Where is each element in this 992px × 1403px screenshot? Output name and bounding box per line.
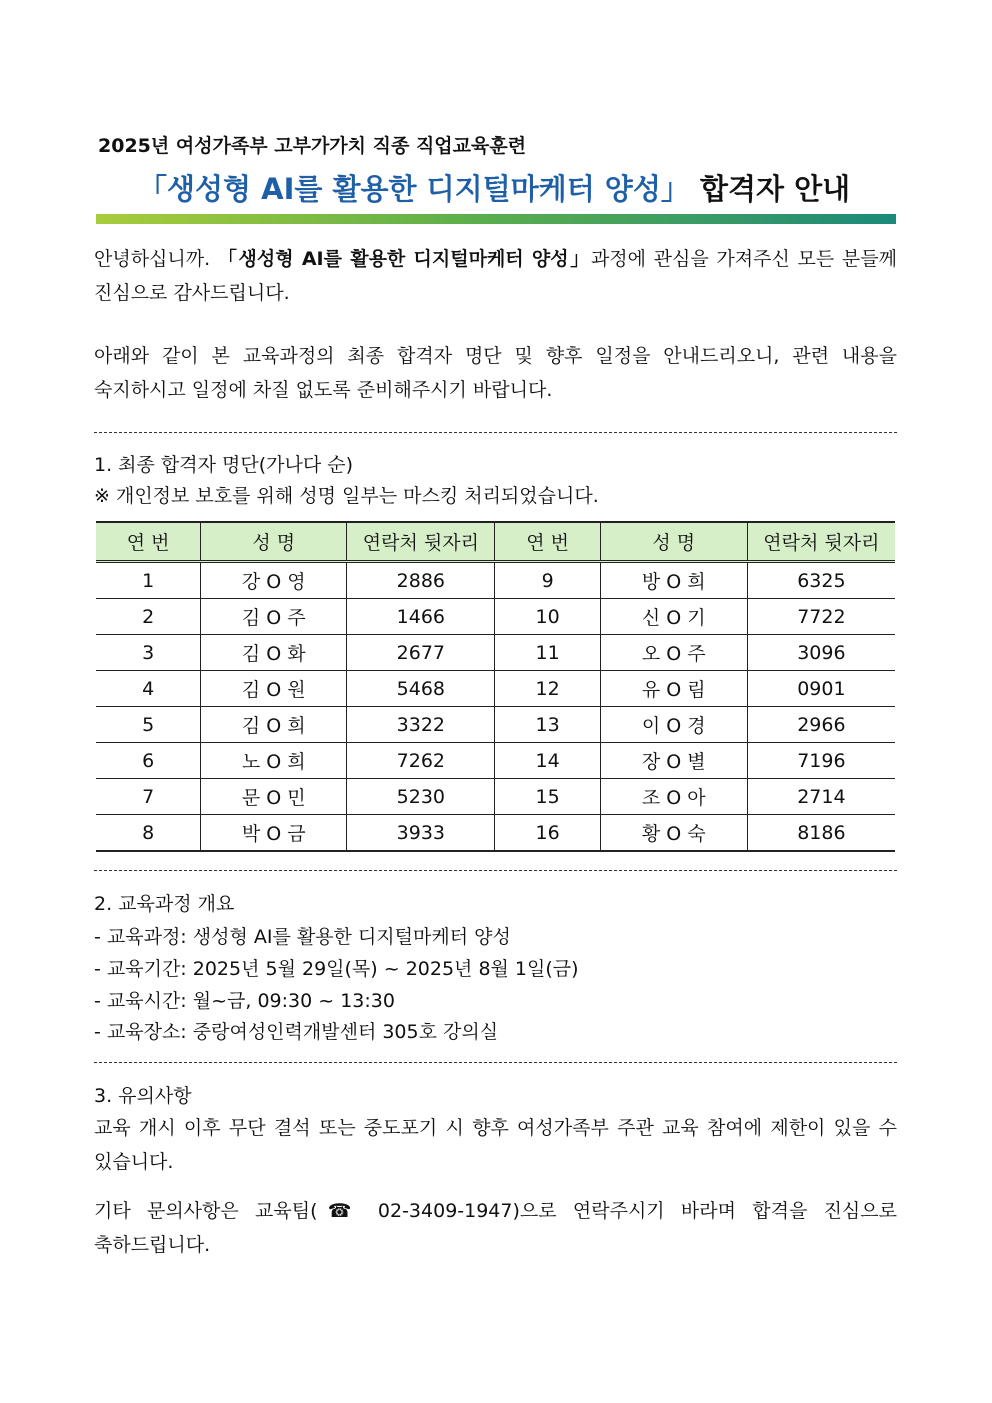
notice-paragraph: 아래와 같이 본 교육과정의 최종 합격자 명단 및 향후 일정을 안내드리오니, 관련 내용을 숙지하시고 일정에 차질 없도록 준비해주시기 바랍니다. [94, 345, 897, 401]
title-program-name: 「생성형 AI를 활용한 디지털마케터 양성」 [138, 172, 690, 206]
greeting-paragraph [94, 242, 897, 310]
phone-number: 02-3409-1947 [361, 1200, 513, 1222]
cell-phone: 2714 [747, 779, 895, 815]
course-time-line: - 교육시간: 월~금, 09:30 ~ 13:30 [94, 990, 395, 1012]
cell-phone: 8186 [747, 815, 895, 852]
cell-phone: 7722 [747, 599, 895, 635]
table-row [96, 562, 895, 599]
cell-name: 김 O 원 [201, 671, 347, 707]
cell-phone: 1466 [347, 599, 495, 635]
cell-name: 박 O 금 [201, 815, 347, 852]
title-suffix: 합격자 안내 [689, 172, 851, 206]
cell-phone: 2886 [347, 562, 495, 599]
cell-phone: 5468 [347, 671, 495, 707]
cell-number: 6 [96, 743, 201, 779]
privacy-note: ※ 개인정보 보호를 위해 성명 일부는 마스킹 처리되었습니다. [94, 485, 599, 507]
cell-number: 5 [96, 707, 201, 743]
cell-name: 문 O 민 [201, 779, 347, 815]
cell-number: 16 [495, 815, 600, 852]
greeting-program-name: 「생성형 AI를 활용한 디지털마케터 양성」 [217, 248, 591, 270]
column-header: 성 명 [600, 522, 747, 562]
cell-phone: 7262 [347, 743, 495, 779]
cell-number: 13 [495, 707, 600, 743]
cell-name: 황 O 숙 [600, 815, 747, 852]
cell-phone: 3933 [347, 815, 495, 852]
contact-paragraph [94, 1194, 897, 1262]
table-row [96, 815, 895, 852]
cell-name: 방 O 희 [600, 562, 747, 599]
title-gradient-bar [96, 214, 896, 224]
course-place-line: - 교육장소: 중랑여성인력개발센터 305호 강의실 [94, 1021, 499, 1043]
table-row [96, 671, 895, 707]
cell-phone: 3322 [347, 707, 495, 743]
cell-name: 김 O 희 [201, 707, 347, 743]
cell-phone: 6325 [747, 562, 895, 599]
column-header: 연락처 뒷자리 [347, 522, 495, 562]
cell-phone: 0901 [747, 671, 895, 707]
cell-name: 김 O 화 [201, 635, 347, 671]
cell-number: 8 [96, 815, 201, 852]
cell-phone: 2966 [747, 707, 895, 743]
dashed-divider [94, 432, 897, 433]
cell-name: 오 O 주 [600, 635, 747, 671]
cell-number: 12 [495, 671, 600, 707]
passer-table [96, 521, 895, 852]
cell-number: 4 [96, 671, 201, 707]
cell-number: 3 [96, 635, 201, 671]
cell-phone: 7196 [747, 743, 895, 779]
column-header: 연 번 [96, 522, 201, 562]
document-title [138, 167, 850, 208]
cell-number: 10 [495, 599, 600, 635]
cell-name: 노 O 희 [201, 743, 347, 779]
cell-name: 조 O 아 [600, 779, 747, 815]
table-row [96, 635, 895, 671]
cell-name: 신 O 기 [600, 599, 747, 635]
table-row [96, 707, 895, 743]
warning-paragraph: 교육 개시 이후 무단 결석 또는 중도포기 시 향후 여성가족부 주관 교육 참여에 제한이 있을 수 있습니다. [94, 1117, 897, 1173]
document-subtitle: 2025년 여성가족부 고부가가치 직종 직업교육훈련 [98, 135, 527, 157]
cell-phone: 2677 [347, 635, 495, 671]
cell-name: 유 O 림 [600, 671, 747, 707]
cell-number: 11 [495, 635, 600, 671]
cell-number: 7 [96, 779, 201, 815]
phone-icon: ☎ [317, 1200, 362, 1222]
section1-heading: 1. 최종 합격자 명단(가나다 순) [94, 454, 354, 476]
greeting-thanks: 과정에 관심을 가져주신 모든 분들께 진심으로 감사드립니다. [94, 248, 897, 304]
cell-number: 14 [495, 743, 600, 779]
course-name-line: - 교육과정: 생성형 AI를 활용한 디지털마케터 양성 [94, 926, 511, 948]
cell-name: 강 O 영 [201, 562, 347, 599]
dashed-divider [94, 870, 897, 871]
table-row [96, 779, 895, 815]
column-header: 연락처 뒷자리 [747, 522, 895, 562]
cell-name: 이 O 경 [600, 707, 747, 743]
cell-name: 장 O 별 [600, 743, 747, 779]
cell-number: 9 [495, 562, 600, 599]
column-header: 연 번 [495, 522, 600, 562]
table-row [96, 599, 895, 635]
cell-name: 김 O 주 [201, 599, 347, 635]
cell-number: 15 [495, 779, 600, 815]
contact-prefix: 기타 문의사항은 교육팀( [94, 1200, 318, 1222]
cell-phone: 5230 [347, 779, 495, 815]
table-row [96, 743, 895, 779]
section3-heading: 3. 유의사항 [94, 1085, 192, 1107]
section2-heading: 2. 교육과정 개요 [94, 893, 235, 915]
course-period-line: - 교육기간: 2025년 5월 29일(목) ~ 2025년 8월 1일(금) [94, 958, 579, 980]
cell-number: 1 [96, 562, 201, 599]
greeting-text: 안녕하십니까. [94, 248, 218, 270]
table-header-row [96, 522, 895, 562]
dashed-divider [94, 1062, 897, 1063]
contact-suffix: )으로 연락주시기 바라며 합격을 진심으로 축하드립니다. [94, 1200, 897, 1256]
cell-number: 2 [96, 599, 201, 635]
cell-phone: 3096 [747, 635, 895, 671]
column-header: 성 명 [201, 522, 347, 562]
